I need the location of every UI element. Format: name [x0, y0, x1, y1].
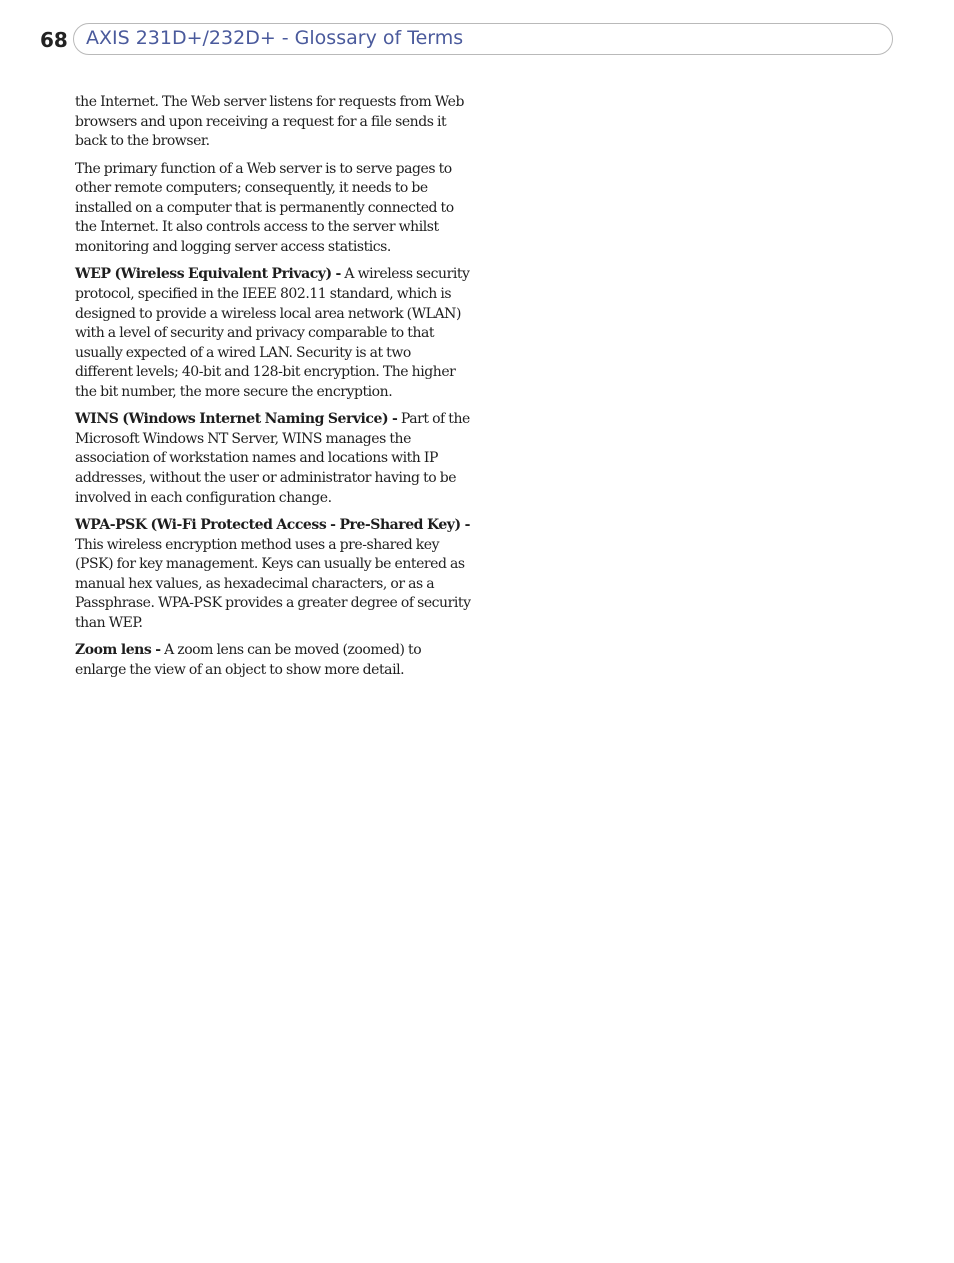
glossary-term-wep: WEP (Wireless Equivalent Privacy) -: [75, 266, 341, 283]
glossary-body: [75, 93, 471, 688]
glossary-paragraph-web-server-cont: the Internet. The Web server listens for requests from Web browsers and upon receiving a request for a file sends it back to the browser.: [75, 94, 464, 150]
glossary-entry-zoom-lens: [75, 641, 471, 680]
page-title: AXIS 231D+/232D+ - Glossary of Terms: [86, 27, 464, 49]
glossary-definition-zoom-lens: A zoom lens can be moved (zoomed) to enlarge the view of an object to show more detail.: [75, 642, 422, 679]
glossary-term-wpa-psk: WPA-PSK (Wi-Fi Protected Access - Pre-Shared Key) -: [75, 517, 470, 534]
glossary-entry-wep: [75, 265, 471, 402]
page-number: 68: [40, 28, 68, 52]
glossary-definition-wins: Part of the Microsoft Windows NT Server, WINS manages the association of workstation names and locations with IP addresses, without the user or administrator having to be involved in each configuration change.: [75, 411, 470, 506]
glossary-term-zoom-lens: Zoom lens -: [75, 642, 161, 659]
glossary-entry-wpa-psk: [75, 516, 471, 634]
glossary-definition-wpa-psk: This wireless encryption method uses a pre-shared key (PSK) for key management. Keys can usually be entered as manual hex values, as hexadecimal characters, or as a Passphrase. WPA-PSK provides a greater degree of security than WEP.: [75, 536, 471, 632]
glossary-paragraph-web-server-function: The primary function of a Web server is to serve pages to other remote computers; consequently, it needs to be installed on a computer that is permanently connected to the Internet. It also controls access to the server whilst monitoring and logging server access statistics.: [75, 160, 454, 255]
glossary-entry-wins: [75, 410, 471, 508]
header-banner: [73, 23, 893, 55]
glossary-term-wins: WINS (Windows Internet Naming Service) -: [75, 411, 398, 428]
glossary-definition-wep: A wireless security protocol, specified in the IEEE 802.11 standard, which is designed to provide a wireless local area network (WLAN) with a level of security and privacy comparable to that usually expected of a wired LAN. Security is at two different levels; 40-bit and 128-bit encryption. The higher the bit number, the more secure the encryption.: [75, 266, 470, 400]
